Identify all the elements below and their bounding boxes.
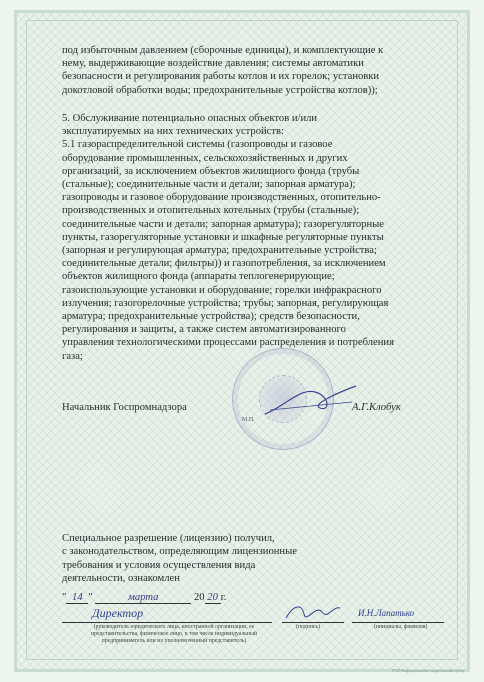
- text-line: нему, выдерживающие воздействие давления; системы автоматики: [62, 58, 364, 70]
- text-line: 5. Обслуживание потенциально опасных объектов и/или: [62, 113, 318, 124]
- text-line: деятельности, ознакомлен: [62, 573, 180, 585]
- date-day: 14: [66, 592, 88, 604]
- text-line: регулирования и защиты, а также систем автоматизированного: [62, 324, 346, 336]
- caption-representative: [64, 624, 284, 645]
- caption-signature: (подпись): [296, 624, 321, 630]
- text-line: (стальные); соединительные части и детали; запорная арматура);: [62, 179, 356, 191]
- official-signature-mark: [260, 382, 360, 422]
- year-unit: г.: [220, 592, 227, 603]
- text-line: эксплуатируемых на них технических устройств:: [62, 126, 284, 138]
- position-line: [62, 608, 272, 623]
- license-receipt-text: [62, 532, 362, 586]
- signatory-title: Начальник Госпромнадзора: [62, 402, 187, 413]
- text-line: требования и условия осуществления вида: [62, 559, 256, 571]
- text-line: арматура; предохранительные устройства); средств безопасности,: [62, 311, 360, 323]
- year-suffix: 20: [205, 592, 221, 604]
- paragraph-section-5: [62, 112, 442, 363]
- text-line: (запорная и регулирующая арматура; предохранительные устройства;: [62, 245, 377, 257]
- text-line: Специальное разрешение (лицензию) получил,: [62, 533, 275, 544]
- paragraph-continued: [62, 44, 442, 97]
- handwritten-signature-mark: [282, 602, 342, 622]
- text-line: организаций, за исключением объектов жилищного фонда (трубы: [62, 165, 360, 177]
- signatory-name: А.Г.Клобук: [352, 402, 401, 413]
- text-line: соединительные детали; фильтры)) и газопотребления, за исключением: [62, 258, 386, 270]
- date-line: [62, 592, 226, 604]
- text-line: безопасности и регулирования работы котлов и их горелок; установки: [62, 71, 380, 83]
- text-line: излучения; газогорелочные устройства; трубы; запорная, регулирующая: [62, 297, 389, 309]
- text-line: под избыточным давлением (сборочные единицы), и комплектующие к: [62, 45, 384, 56]
- text-line: газа;: [62, 350, 83, 362]
- text-line: управления технологическими процессами распределения и потребления: [62, 337, 394, 349]
- text-line: производственных и отопительных котельных (трубы (стальные);: [62, 205, 360, 217]
- stamp-label: М.П.: [242, 417, 255, 423]
- text-line: оборудование промышленных, сельскохозяйственных и других: [62, 152, 348, 164]
- caption-line: представительства, физическое лицо, в том числе индивидуальный: [91, 631, 257, 637]
- quote-close: ": [88, 592, 93, 603]
- text-line: 5.1 газораспределительной системы (газопроводы и газовое: [62, 139, 333, 151]
- text-line: с законодательством, определяющим лицензионные: [62, 546, 297, 558]
- text-line: докотловой обработки воды; предохранительные устройства котлов));: [62, 84, 378, 96]
- handwritten-initials: И.Н.Лапатько: [358, 608, 415, 618]
- year-prefix: 20: [193, 592, 205, 603]
- initials-line: [352, 608, 444, 623]
- quote-open: ": [62, 592, 67, 603]
- handwritten-position: Директор: [92, 606, 144, 620]
- text-line: пункты, газорегуляторные установки и шкафные регуляторные пункты: [62, 231, 384, 243]
- caption-line: предприниматель или их уполномоченный представитель): [101, 638, 247, 644]
- signature-line: [282, 608, 344, 623]
- caption-initials: (инициалы, фамилия): [374, 624, 428, 630]
- date-month: марта: [95, 592, 191, 604]
- text-line: объектов жилищного фонда (аппараты теплогенерирующие;: [62, 271, 335, 283]
- caption-line: (руководитель юридического лица, иностранной организации, ее: [93, 624, 255, 630]
- text-line: соединительные части и детали; запорная арматура); газорегуляторные: [62, 218, 384, 230]
- text-line: газоиспользующие установки и оборудование; горелки инфракрасного: [62, 284, 382, 296]
- text-line: газопроводы и газовое оборудование производственных, отопительно-: [62, 192, 381, 204]
- printer-footer: РУП Информационно-издательский центр: [392, 668, 465, 673]
